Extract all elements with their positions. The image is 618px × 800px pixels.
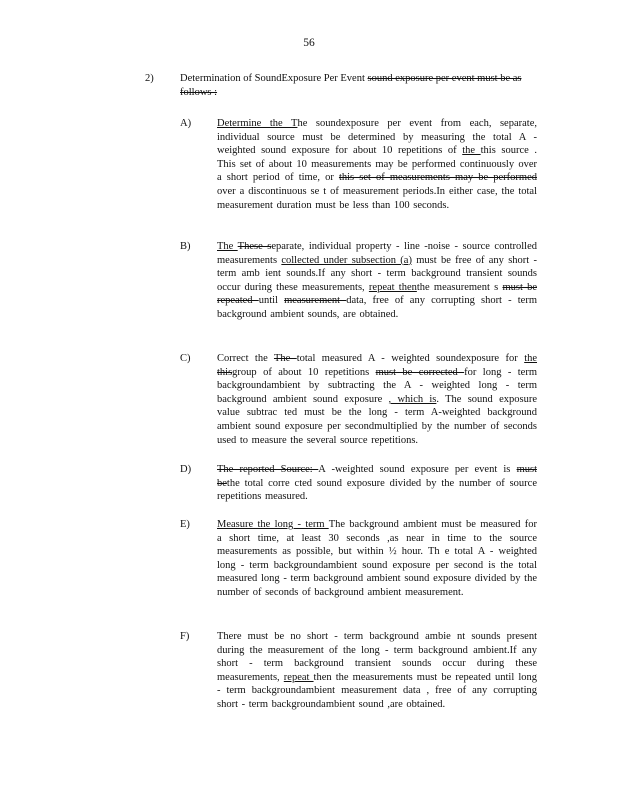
struck-text: must be	[217, 464, 537, 489]
text-run: he soundexposure per event from each, separate, individual source must be determined by measuring the total A - weighted sound exposure for about 10 repetitions of	[217, 118, 537, 157]
text-run: over a discontinuous se t of measurement periods.In either case, the total measurement duration must be less than 100 seconds.	[217, 185, 537, 211]
underlined-text: Determine the	[217, 118, 292, 129]
item-body	[217, 630, 537, 712]
underlined-text: repeat then	[368, 281, 417, 293]
page-number: 56	[303, 37, 315, 49]
text-run: for long - term backgroundambient by subtracting the A - weighted long - term background ambient sound exposure	[217, 366, 537, 405]
struck-text: The	[273, 353, 297, 364]
text-run: The background ambient must be measured for a short time, at least 30 seconds ,as near in time to the source measurements as possible, but within ½ hour. Th e total A - weighted long - term backgroundambient sound exposure per second is the total measured long - term background ambient sound exposure divided by the number of seconds of background ambient measurement.	[217, 519, 537, 598]
struck-text: must be corrected	[375, 366, 465, 378]
item-body	[217, 352, 537, 447]
section-number: 2)	[145, 73, 154, 84]
text-run: . The sound exposure value subtrac ted must be the long - term A-weighted background ambient sound exposure per secondmultiplied by the number of seconds used to measure the several source repetitions.	[217, 393, 537, 446]
item-body	[217, 463, 537, 504]
item-label: C)	[180, 353, 191, 364]
item-label: F)	[180, 631, 190, 642]
text-run: eparate, individual property - line -noise - source controlled measurements	[217, 241, 537, 266]
text-run: Correct the	[217, 353, 274, 364]
underlined-text: T	[291, 118, 298, 129]
text-run: the total corre cted sound exposure divided by the number of source repetitions measured.	[217, 477, 537, 503]
item-label: B)	[180, 241, 191, 252]
text-run: must be free of any short - term amb ient sounds.If any short - term background transient sounds occur during these measurements,	[217, 254, 537, 293]
struck-text: measurement	[284, 295, 347, 307]
struck-text: These s	[237, 241, 272, 252]
struck-text: The reported Source:	[217, 464, 319, 475]
underlined-text: collected under subsection (a)	[281, 254, 412, 266]
text-run: data, free of any corrupting short - term background ambient sounds, are obtained.	[217, 295, 537, 320]
text-run: total measured A - weighted soundexposure for	[296, 353, 525, 364]
text-run: the measurement s	[416, 281, 503, 293]
section-title	[180, 72, 530, 99]
text-run: then the measurements must be repeated until long - term backgroundambient measurement data , free of any corrupting short - term backgroundambient sound ,are obtained.	[217, 671, 538, 710]
item-label: A)	[180, 118, 192, 129]
item-body	[217, 518, 537, 600]
text-run: this source . This set of about 10 measurements may be performed continuously over a short period of time, or	[217, 145, 537, 184]
item-body	[217, 240, 537, 322]
underlined-text: Measure the long - term	[217, 519, 329, 530]
item-label: D)	[180, 464, 192, 475]
text-run: until	[258, 295, 285, 307]
underlined-text: repeat	[283, 671, 314, 683]
struck-text: this set of measurements may be performed	[338, 172, 537, 184]
struck-text: must be repeated	[217, 281, 537, 307]
text-run: A -weighted sound exposure per event is	[318, 464, 517, 475]
item-body	[217, 117, 537, 212]
struck-text: sound exposure per event must be as follows :	[180, 73, 522, 98]
underlined-text: The	[217, 241, 238, 252]
text-run: There must be no short - term background ambie nt sounds present during the measurement of the long - term background ambient.If any short - term background transient sounds occur during these measurements,	[217, 631, 537, 683]
underlined-text: the	[524, 353, 538, 364]
text-run: group of about 10 repetitions	[232, 366, 376, 378]
underlined-text: , which is	[388, 393, 437, 405]
underlined-text: the	[462, 145, 481, 157]
text-run: Determination of SoundExposure Per Event	[180, 73, 368, 84]
item-label: E)	[180, 519, 190, 530]
struck-text: this	[217, 366, 233, 378]
